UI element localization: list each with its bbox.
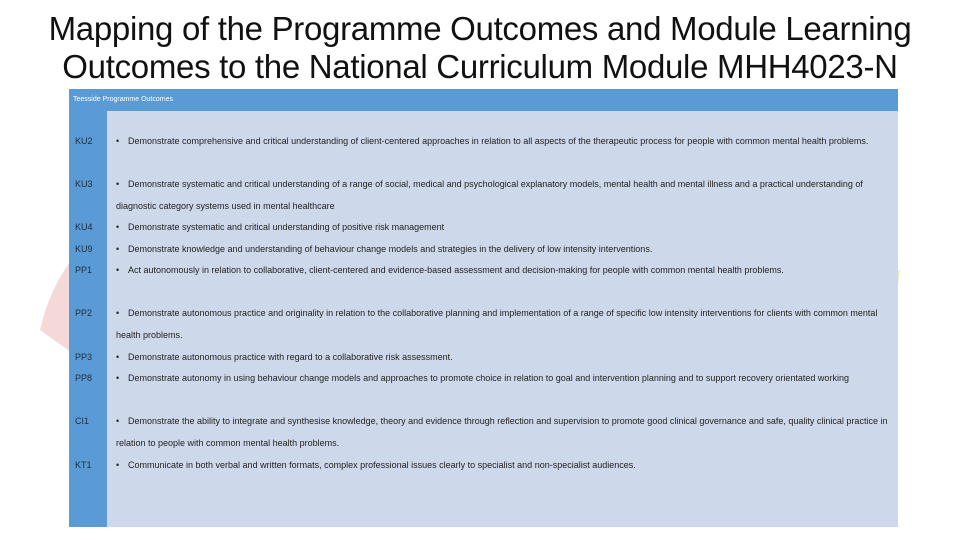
outcomes-table bbox=[69, 89, 898, 527]
outcome-text: Demonstrate autonomy in using behaviour change models and approaches to promote choice in relation to goal and intervention planning and to support recovery orientated working bbox=[128, 373, 849, 383]
outcome-text: Communicate in both verbal and written formats, complex professional issues clearly to specialist and non-specialist audiences. bbox=[128, 460, 636, 470]
outcome-code: PP1 bbox=[75, 265, 93, 275]
slide-title bbox=[0, 10, 960, 86]
outcome-text: Demonstrate autonomous practice with regard to a collaborative risk assessment. bbox=[128, 352, 453, 362]
outcome-code: KT1 bbox=[75, 460, 92, 470]
outcome-text: Demonstrate the ability to integrate and synthesise knowledge, theory and evidence through reflection and supervision to promote good clinical governance and safe, quality clinical practice in relation to people with common mental health problems. bbox=[116, 416, 888, 448]
outcome-description bbox=[116, 217, 890, 239]
table-header: Teesside Programme Outcomes bbox=[69, 89, 898, 111]
bullet-icon: • bbox=[116, 244, 120, 254]
outcome-code: PP3 bbox=[75, 352, 93, 362]
bullet-icon: • bbox=[116, 416, 120, 426]
outcome-text: Act autonomously in relation to collaborative, client-centered and evidence-based assessment and decision-making for people with common mental health problems. bbox=[128, 265, 784, 275]
outcome-text: Demonstrate systematic and critical understanding of a range of social, medical and psychological explanatory models, mental health and mental illness and a practical understanding of diagnostic category systems used in mental healthcare bbox=[116, 179, 863, 211]
outcome-description bbox=[116, 455, 890, 477]
outcome-code: KU4 bbox=[75, 222, 93, 232]
outcome-description bbox=[116, 174, 890, 217]
outcome-text: Demonstrate autonomous practice and originality in relation to the collaborative planning and implementation of a range of specific low intensity interventions for clients with common mental health problems. bbox=[116, 308, 878, 340]
outcome-code: PP2 bbox=[75, 308, 93, 318]
outcome-description bbox=[116, 303, 890, 346]
bullet-icon: • bbox=[116, 460, 120, 470]
outcome-text: Demonstrate systematic and critical understanding of positive risk management bbox=[128, 222, 445, 232]
slide-title-line-2: Outcomes to the National Curriculum Module MHH4023-N bbox=[62, 48, 898, 85]
outcome-code: PP8 bbox=[75, 373, 93, 383]
outcome-code: KU9 bbox=[75, 244, 93, 254]
table-body bbox=[69, 111, 898, 527]
outcome-code: KU2 bbox=[75, 136, 93, 146]
outcome-description bbox=[116, 411, 890, 454]
outcome-text: Demonstrate knowledge and understanding of behaviour change models and strategies in the delivery of low intensity interventions. bbox=[128, 244, 653, 254]
bullet-icon: • bbox=[116, 308, 120, 318]
outcome-description bbox=[116, 368, 890, 390]
outcome-description bbox=[116, 239, 890, 261]
outcome-text: Demonstrate comprehensive and critical understanding of client-centered approaches in relation to all aspects of the therapeutic process for people with common mental health problems. bbox=[128, 136, 869, 146]
bullet-icon: • bbox=[116, 179, 120, 189]
bullet-icon: • bbox=[116, 352, 120, 362]
outcome-description bbox=[116, 260, 890, 282]
outcome-code: KU3 bbox=[75, 179, 93, 189]
bullet-icon: • bbox=[116, 136, 120, 146]
bullet-icon: • bbox=[116, 265, 120, 275]
slide-title-line-1: Mapping of the Programme Outcomes and Module Learning bbox=[48, 10, 912, 47]
bullet-icon: • bbox=[116, 373, 120, 383]
outcome-description bbox=[116, 131, 890, 153]
outcome-code: CI1 bbox=[75, 416, 90, 426]
outcome-description bbox=[116, 347, 890, 369]
bullet-icon: • bbox=[116, 222, 120, 232]
